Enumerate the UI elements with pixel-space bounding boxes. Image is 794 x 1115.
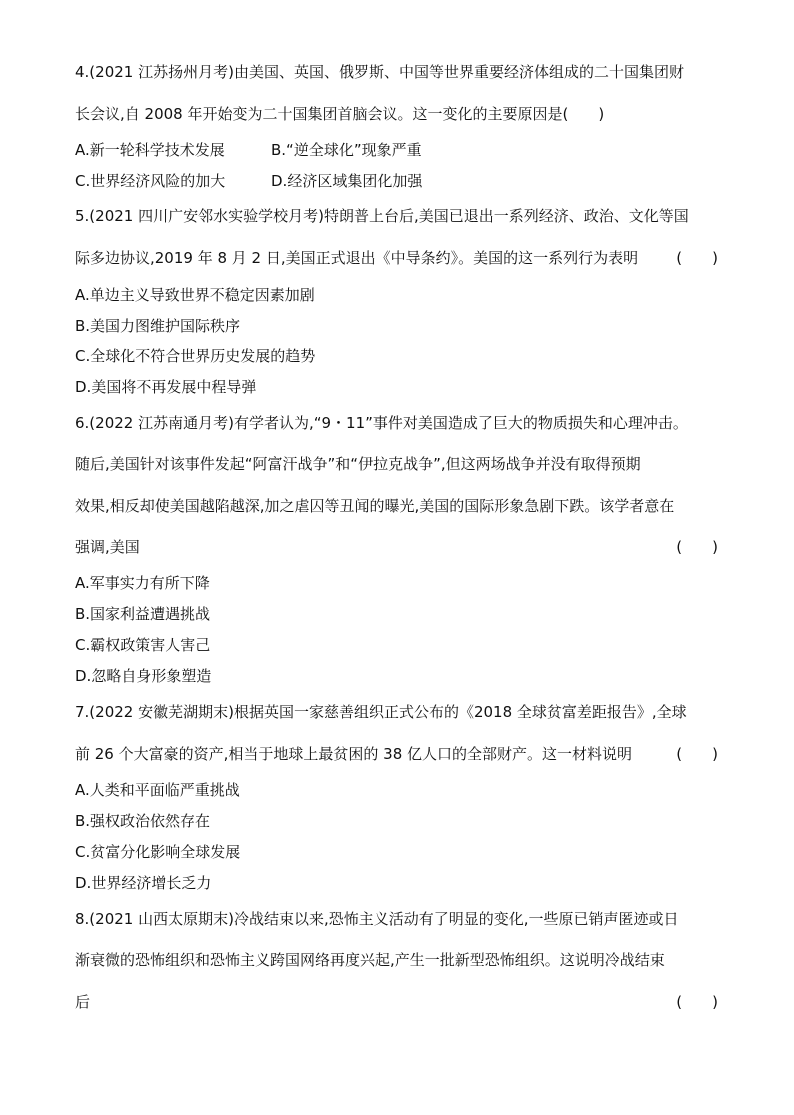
question-4-option-d: D.经济区域集团化加强 <box>271 172 423 190</box>
question-6-stem-line-3: 效果,相反却使美国越陷越深,加之虐囚等丑闻的曝光,美国的国际形象急剧下跌。该学者意在 <box>75 497 675 515</box>
question-6-stem-line-4: 强调,美国 <box>75 538 140 556</box>
question-4-stem-line-1: 4.(2021 江苏扬州月考)由美国、英国、俄罗斯、中国等世界重要经济体组成的二十国集团财 <box>75 63 684 81</box>
question-8-stem-line-2: 渐衰微的恐怖组织和恐怖主义跨国网络再度兴起,产生一批新型恐怖组织。这说明冷战结束 <box>75 951 665 969</box>
question-7-stem-line-2: 前 26 个大富豪的资产,相当于地球上最贫困的 38 亿人口的全部财产。这一材料说明 <box>75 745 633 763</box>
question-4-option-a: A.新一轮科学技术发展 <box>75 141 225 159</box>
question-6-option-d: D.忽略自身形象塑造 <box>75 667 212 685</box>
question-7-stem-line-1: 7.(2022 安徽芜湖期末)根据英国一家慈善组织正式公布的《2018 全球贫富差距报告》,全球 <box>75 703 687 721</box>
question-8-stem-line-1: 8.(2021 山西太原期末)冷战结束以来,恐怖主义活动有了明显的变化,一些原已销声匿迹或日 <box>75 910 679 928</box>
question-4-option-b: B.“逆全球化”现象严重 <box>271 141 422 159</box>
question-6-stem-line-2: 随后,美国针对该事件发起“阿富汗战争”和“伊拉克战争”,但这两场战争并没有取得预期 <box>75 455 641 473</box>
question-5-stem-line-2: 际多边协议,2019 年 8 月 2 日,美国正式退出《中导条约》。美国的这一系列行为表明 <box>75 249 639 267</box>
question-6-option-a: A.军事实力有所下降 <box>75 574 210 592</box>
question-4-option-c: C.世界经济风险的加大 <box>75 172 226 190</box>
question-7-option-b: B.强权政治依然存在 <box>75 812 211 830</box>
question-7-option-d: D.世界经济增长乏力 <box>75 874 212 892</box>
question-5-option-d: D.美国将不再发展中程导弹 <box>75 378 257 396</box>
question-6-answer-blank: ( ) <box>676 538 718 556</box>
question-7-option-a: A.人类和平面临严重挑战 <box>75 781 240 799</box>
question-5-answer-blank: ( ) <box>676 249 718 267</box>
question-5-option-a: A.单边主义导致世界不稳定因素加剧 <box>75 286 315 304</box>
question-4-stem-line-2: 长会议,自 2008 年开始变为二十国集团首脑会议。这一变化的主要原因是( ) <box>75 105 605 123</box>
question-6-option-b: B.国家利益遭遇挑战 <box>75 605 211 623</box>
question-7-option-c: C.贫富分化影响全球发展 <box>75 843 241 861</box>
question-7-answer-blank: ( ) <box>676 745 718 763</box>
question-5-option-c: C.全球化不符合世界历史发展的趋势 <box>75 347 316 365</box>
question-8-answer-blank: ( ) <box>676 993 718 1011</box>
question-5-stem-line-1: 5.(2021 四川广安邻水实验学校月考)特朗普上台后,美国已退出一系列经济、政治、文化等国 <box>75 207 689 225</box>
question-6-option-c: C.霸权政策害人害己 <box>75 636 211 654</box>
question-6-stem-line-1: 6.(2022 江苏南通月考)有学者认为,“9・11”事件对美国造成了巨大的物质损失和心理冲击。 <box>75 414 688 432</box>
question-5-option-b: B.美国力图维护国际秩序 <box>75 317 241 335</box>
question-8-stem-line-3: 后 <box>75 993 91 1011</box>
